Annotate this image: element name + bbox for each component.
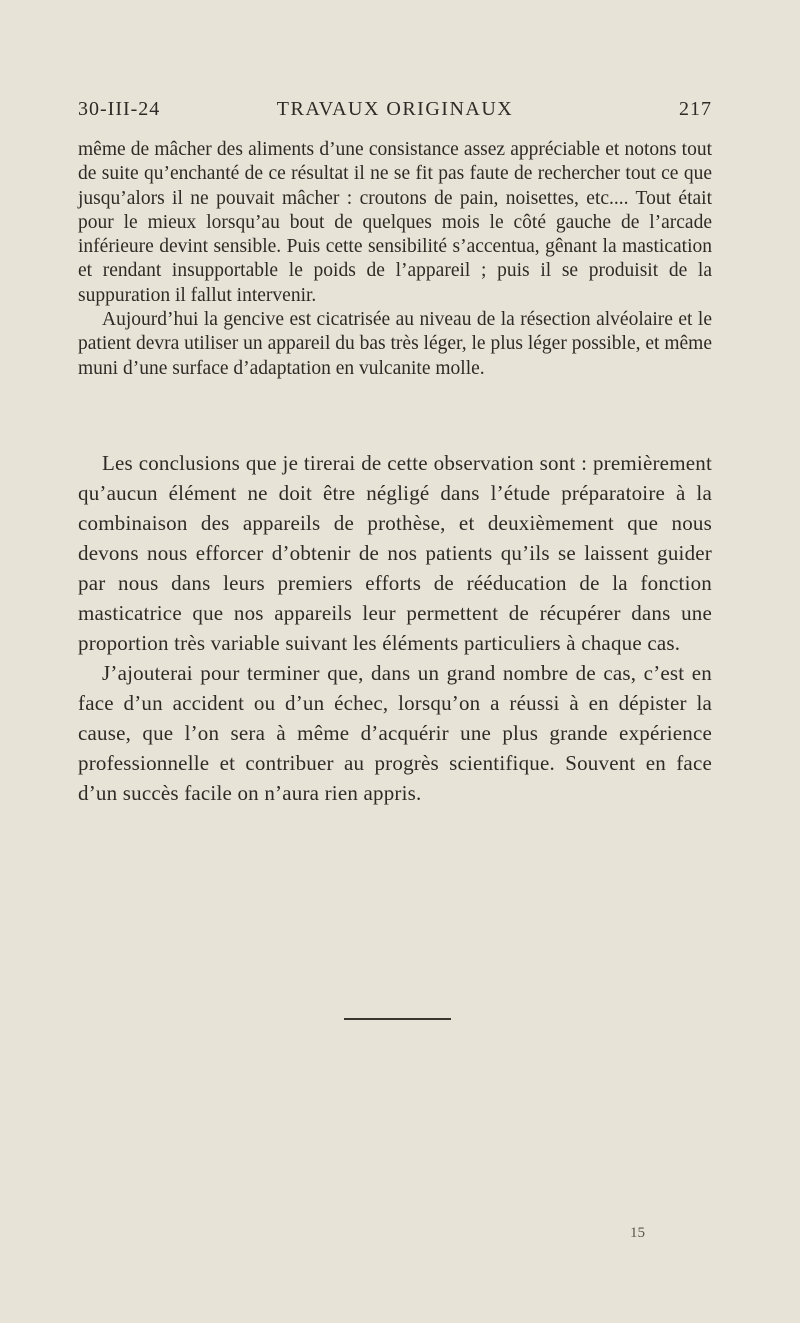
paragraph: J’ajouterai pour terminer que, dans un grand nombre de cas, c’est en face d’un accident ou d’un échec, lorsqu’on a réussi à en dépister la cause, que l’on sera à même d’acquérir une plus grande expérience professionnelle et contribuer au progrès scientifique. Souvent en face d’un succès facile on n’aura rien appris. [78,661,712,805]
page-number: 217 [679,98,712,120]
header-date: 30-III-24 [78,98,161,120]
end-rule [344,1018,451,1020]
paragraph: Les conclusions que je tirerai de cette observation sont : premièrement qu’aucun élément ne doit être négligé dans l’étude préparatoire à la combinaison des appareils de prothèse, et deuxièmement que nous devons nous efforcer d’obtenir de nos patients qu’ils se laissent guider par nous dans leurs premiers efforts de rééducation de la fonction masticatrice que nos appareils leur permettent de récupérer dans une proportion très variable suivant les éléments particuliers à chaque cas. [78,451,712,655]
header-title: TRAVAUX ORIGINAUX [276,98,514,120]
paragraph: Aujourd’hui la gencive est cicatrisée au niveau de la résection alvéolaire et le patient devra utiliser un appareil du bas très léger, le plus léger possible, et même muni d’une surface d’adaptation en vulcanite molle. [78,309,712,379]
text-block-large [78,448,712,808]
signature-mark: 15 [630,1225,645,1241]
text-block-small [78,138,712,381]
paragraph: même de mâcher des aliments d’une consistance assez appréciable et notons tout de suite qu’enchanté de ce résultat il ne se fit pas faute de rechercher tout ce que jusqu’alors il ne pouvait mâcher : croutons de pain, noisettes, etc.... Tout était pour le mieux lorsqu’au bout de quelques mois le côté gauche de l’arcade inférieure devint sensible. Puis cette sensibilité s’accentua, gênant la mastication et rendant insupportable le poids de l’appareil ; puis il se produisit de la suppuration il fallut intervenir. [78,139,712,306]
running-header [78,98,712,126]
